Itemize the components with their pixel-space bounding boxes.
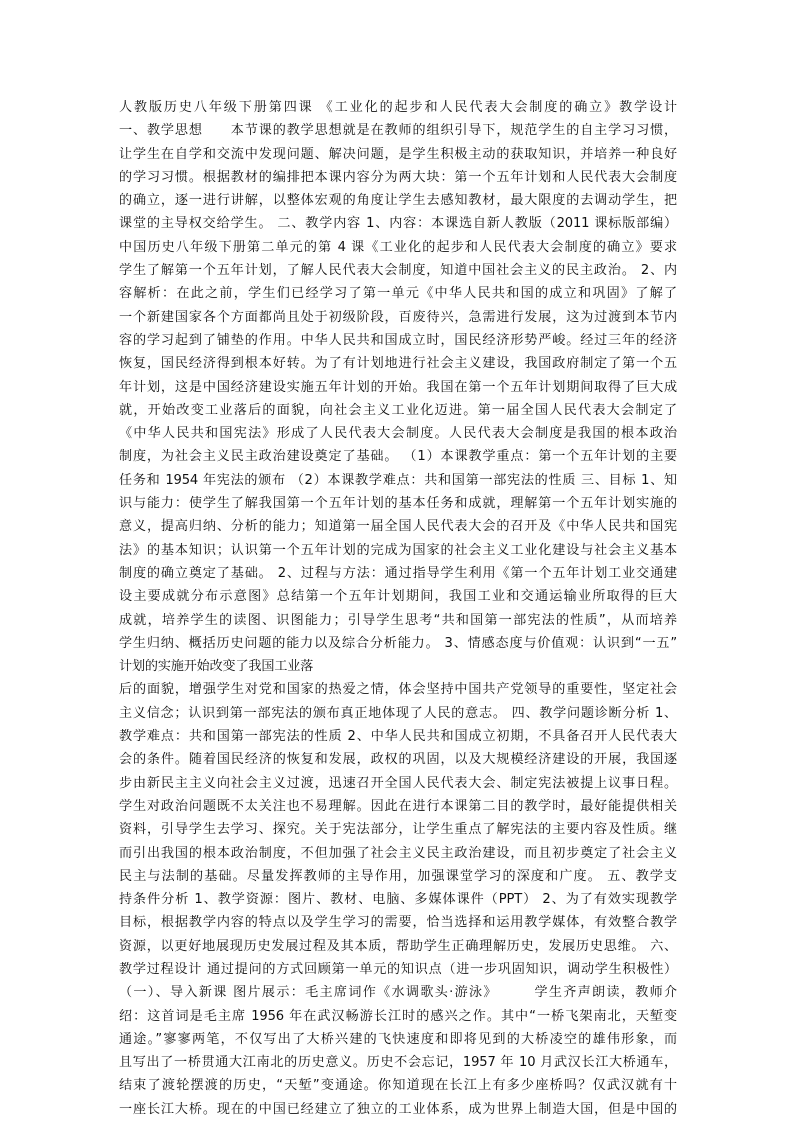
text-line: 意义，提高归纳、分析的能力；知道第一届全国人民代表大会的召开及《中华人民共和国宪	[119, 519, 677, 535]
text-line: 设主要成就分布示意图》总结第一个五年计划期间，我国工业和交通运输业所取得的巨大	[119, 589, 677, 605]
document-title: 人教版历史八年级下册第四课 《工业化的起步和人民代表大会制度的确立》教学设计	[119, 100, 677, 115]
text-line: 制度，为社会主义民主政治建设奠定了基础。 （1）本课教学重点：第一个五年计划的主要	[119, 449, 677, 465]
text-line: 教学难点：共和国第一部宪法的性质 2、中华人民共和国成立初期，不具备召开人民代表大	[119, 729, 677, 745]
text-line: 目标，根据教学内容的特点以及学生学习的需要，恰当选择和运用教学媒体，有效整合教学	[119, 915, 677, 931]
text-line: 会的条件。随着国民经济的恢复和发展，政权的巩固，以及大规模经济建设的开展，我国逐	[119, 752, 677, 768]
text-line: 成就，培养学生的读图、识图能力；引导学生思考“共和国第一部宪法的性质”，从而培养	[119, 612, 677, 628]
text-line: 就，开始改变工业落后的面貌，向社会主义工业化迈进。第一届全国人民代表大会制定了	[119, 402, 677, 418]
text-line: 让学生在自学和交流中发现问题、解决问题，是学生积极主动的获取知识，并培养一种良好	[119, 146, 677, 162]
text-line: 的确立，逐一进行讲解，以整体宏观的角度让学生去感知教材，最大限度的去调动学生，把	[119, 193, 677, 209]
text-line: 通途。”寥寥两笔，不仅写出了大桥兴建的飞快速度和即将见到的大桥凌空的雄伟形象，而	[119, 1031, 677, 1047]
text-line: 主义信念；认识到第一部宪法的颁布真正地体现了人民的意志。 四、教学问题诊断分析 1、	[119, 705, 677, 721]
text-line: 且写出了一桥贯通大江南北的历史意义。历史不会忘记，1957 年 10 月武汉长江大桥通车，	[119, 1055, 677, 1071]
text-line: 计划的实施开始改变了我国工业落	[119, 659, 314, 675]
text-line: 而引出我国的根本政治制度，不但加强了社会主义民主政治建设，而且初步奠定了社会主义	[119, 845, 677, 861]
text-line: 学生了解第一个五年计划，了解人民代表大会制度，知道中国社会主义的民主政治。 2、内	[119, 263, 677, 279]
text-line: 一、教学思想 本节课的教学思想就是在教师的组织引导下，规范学生的自主学习习惯，	[119, 123, 677, 139]
document-body	[119, 96, 677, 1121]
text-line: 恢复，国民经济得到根本好转。为了有计划地进行社会主义建设，我国政府制定了第一个五	[119, 356, 677, 372]
text-line: 学生归纳、概括历史问题的能力以及综合分析能力。 3、情感态度与价值观：认识到“一五”	[119, 635, 677, 651]
text-line: 绍：这首词是毛主席 1956 年在武汉畅游长江时的感兴之作。其中“一桥飞架南北，天堑变	[119, 1008, 677, 1024]
text-line: 民主与法制的基础。尽量发挥教师的主导作用，加强课堂学习的深度和广度。 五、教学支	[119, 868, 677, 884]
text-line: 法》的基本知识；认识第一个五年计划的完成为国家的社会主义工业化建设与社会主义基本	[119, 542, 677, 558]
text-line: （一）、导入新课 图片展示：毛主席词作《水调歌头·游泳》 学生齐声朗读，教师介	[119, 985, 677, 1001]
text-line: 年计划，这是中国经济建设实施五年计划的开始。我国在第一个五年计划期间取得了巨大成	[119, 379, 677, 395]
text-line: 课堂的主导权交给学生。 二、教学内容 1、内容：本课选自新人教版（2011 课标版部编）	[119, 216, 677, 232]
text-line: 《中华人民共和国宪法》形成了人民代表大会制度。人民代表大会制度是我国的根本政治	[119, 426, 677, 442]
text-line: 持条件分析 1、教学资源：图片、教材、电脑、多媒体课件（PPT） 2、为了有效实现教学	[119, 892, 677, 908]
text-line: 教学过程设计 通过提问的方式回顾第一单元的知识点（进一步巩固知识，调动学生积极性）	[119, 961, 677, 977]
text-line: 资源，以更好地展现历史发展过程及其本质，帮助学生正确理解历史，发展历史思维。 六、	[119, 938, 677, 954]
text-line: 的学习习惯。根据教材的编排把本课内容分为两大块：第一个五年计划和人民代表大会制度	[119, 169, 677, 185]
text-line: 容的学习起到了铺垫的作用。中华人民共和国成立时，国民经济形势严峻。经过三年的经济	[119, 332, 677, 348]
text-line: 任务和 1954 年宪法的颁布 （2）本课教学难点：共和国第一部宪法的性质 三、目标 1、知	[119, 472, 677, 488]
text-line: 一座长江大桥。现在的中国已经建立了独立的工业体系，成为世界上制造大国，但是中国的	[119, 1101, 677, 1117]
text-line: 资料，引导学生去学习、探究。关于宪法部分，让学生重点了解宪法的主要内容及性质。继	[119, 822, 677, 838]
text-line: 制度的确立奠定了基础。 2、过程与方法：通过指导学生利用《第一个五年计划工业交通建	[119, 565, 677, 581]
text-line: 结束了渡轮摆渡的历史，“天堑”变通途。你知道现在长江上有多少座桥吗？仅武汉就有十	[119, 1078, 677, 1094]
text-line: 容解析：在此之前，学生们已经学习了第一单元《中华人民共和国的成立和巩固》了解了	[119, 286, 677, 302]
text-line: 后的面貌，增强学生对党和国家的热爱之情，体会坚持中国共产党领导的重要性，坚定社会	[119, 682, 677, 698]
text-line: 学生对政治问题既不太关注也不易理解。因此在进行本课第二目的教学时，最好能提供相关	[119, 798, 677, 814]
text-line: 中国历史八年级下册第二单元的第 4 课《工业化的起步和人民代表大会制度的确立》要求	[119, 239, 677, 255]
text-line: 识与能力：使学生了解我国第一个五年计划的基本任务和成就，理解第一个五年计划实施的	[119, 496, 677, 512]
text-line: 一个新建国家各个方面都尚且处于初级阶段，百废待兴，急需进行发展，这为过渡到本节内	[119, 309, 677, 325]
text-line: 步由新民主主义向社会主义过渡，迅速召开全国人民代表大会、制定宪法被提上议事日程。	[119, 775, 677, 791]
